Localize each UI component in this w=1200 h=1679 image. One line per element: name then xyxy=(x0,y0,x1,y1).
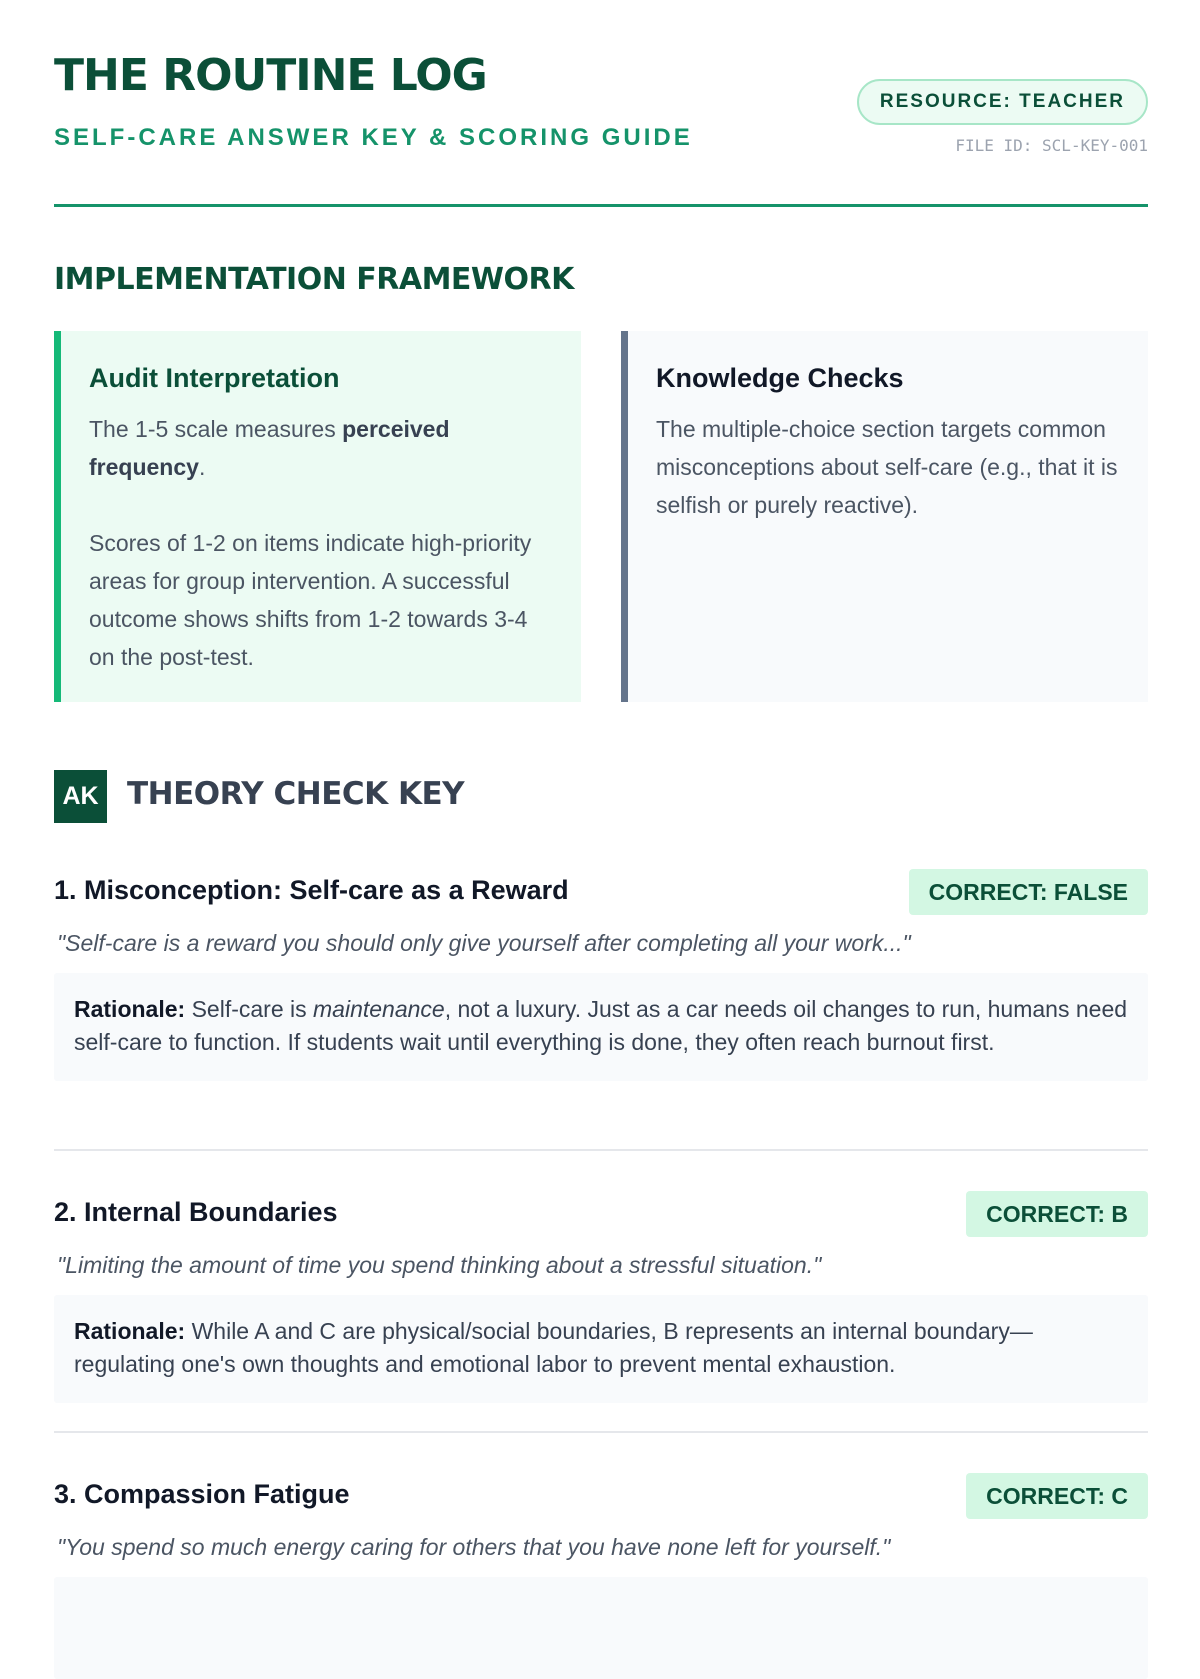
correct-answer-badge: CORRECT: FALSE xyxy=(909,869,1148,915)
rationale-text: Self-care is xyxy=(191,996,314,1022)
audit-card-paragraph-2: Scores of 1-2 on items indicate high-priority areas for group intervention. A successful outcome shows shifts from 1-2 towards 3-4 on the post-test. xyxy=(89,530,532,670)
correct-answer-badge: CORRECT: C xyxy=(966,1473,1148,1519)
answer-key-icon: AK xyxy=(54,770,107,823)
question-title: 3. Compassion Fatigue xyxy=(54,1479,350,1509)
framework-section-title: IMPLEMENTATION FRAMEWORK xyxy=(54,262,574,297)
file-id: FILE ID: SCL-KEY-001 xyxy=(955,136,1148,155)
document-subtitle: SELF-CARE ANSWER KEY & SCORING GUIDE xyxy=(54,124,693,151)
document-header xyxy=(54,0,1148,207)
question-divider xyxy=(54,1149,1148,1151)
audit-p1-text: The 1-5 scale measures xyxy=(89,416,343,442)
question-divider xyxy=(54,1431,1148,1433)
theory-check-key-title: THEORY CHECK KEY xyxy=(127,776,465,812)
rationale-label: Rationale: xyxy=(74,996,186,1022)
question-item xyxy=(54,869,1148,1081)
question-item xyxy=(54,1191,1148,1403)
document-title: THE ROUTINE LOG xyxy=(54,50,487,101)
question-title: 2. Internal Boundaries xyxy=(54,1197,338,1227)
rationale-box xyxy=(54,1295,1148,1403)
correct-answer-badge: CORRECT: B xyxy=(966,1191,1148,1237)
audit-interpretation-card xyxy=(54,331,581,702)
question-title: 1. Misconception: Self-care as a Reward xyxy=(54,875,569,905)
rationale-box xyxy=(54,1577,1148,1679)
knowledge-checks-card xyxy=(621,331,1148,702)
rationale-emphasis: maintenance xyxy=(313,996,445,1022)
audit-card-title: Audit Interpretation xyxy=(89,363,340,393)
knowledge-card-title: Knowledge Checks xyxy=(656,363,904,393)
knowledge-card-body: The multiple-choice section targets common misconceptions about self-care (e.g., that it is selfish or purely reactive). xyxy=(656,416,1118,518)
question-quote: "Self-care is a reward you should only give yourself after completing all your work..." xyxy=(57,930,911,956)
rationale-text: While A and C are physical/social boundaries, B represents an internal boundary—regulating one's own thoughts and emotional labor to prevent mental exhaustion. xyxy=(74,1318,1033,1377)
rationale-label: Rationale: xyxy=(74,1318,186,1344)
resource-badge: RESOURCE: TEACHER xyxy=(857,79,1148,125)
rationale-box xyxy=(54,973,1148,1081)
audit-p1-emphasis: perceived frequency xyxy=(89,416,450,480)
question-item xyxy=(54,1473,1148,1679)
document-page xyxy=(54,0,1148,1560)
audit-p1-end: . xyxy=(198,454,206,480)
question-quote: "You spend so much energy caring for others that you have none left for yourself." xyxy=(57,1534,891,1560)
rationale-text-end: , not a luxury. Just as a car needs oil changes to run, humans need self-care to function. If students wait until everything is done, they often reach burnout first. xyxy=(74,996,1128,1055)
audit-card-paragraph-1 xyxy=(89,410,553,486)
question-quote: "Limiting the amount of time you spend thinking about a stressful situation." xyxy=(57,1252,822,1278)
